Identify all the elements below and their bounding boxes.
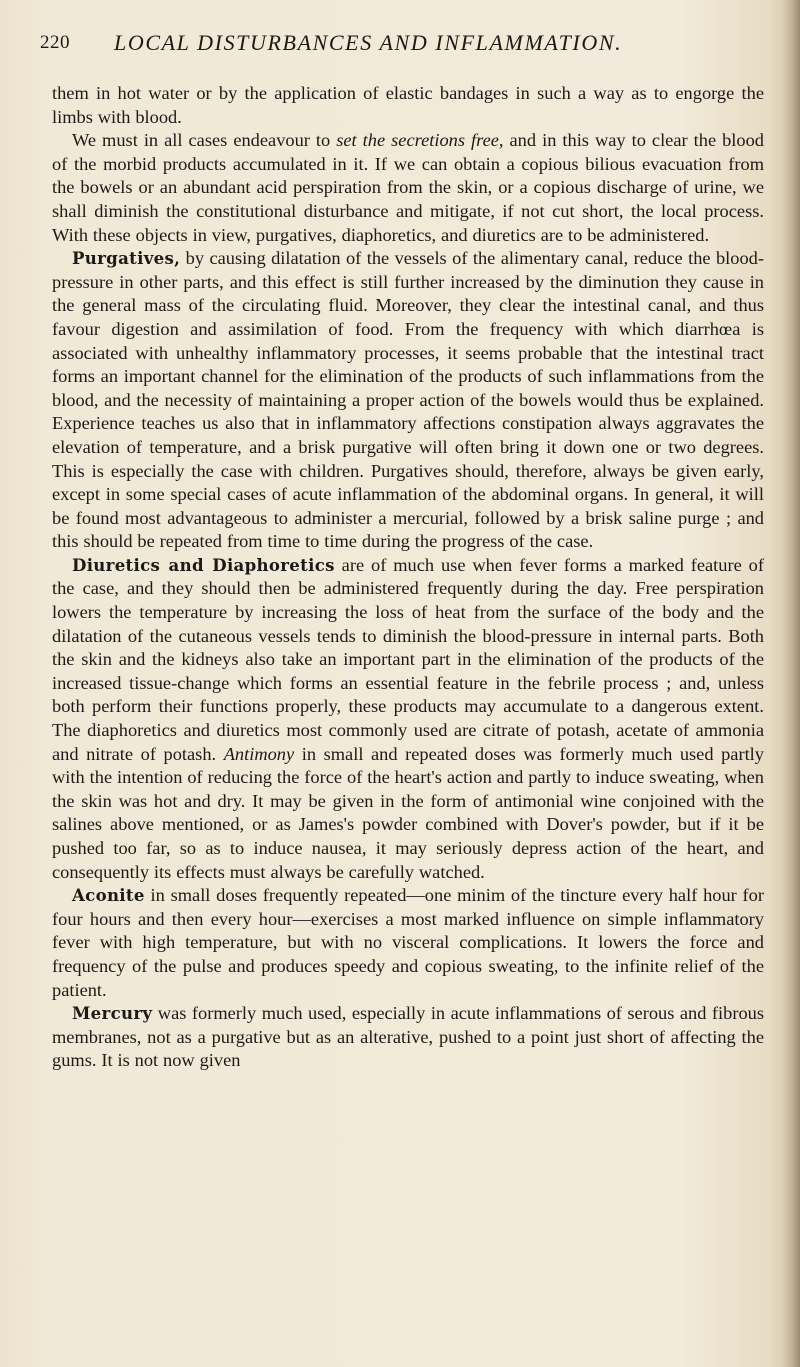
- paragraph: [52, 247, 764, 554]
- page-header: [40, 30, 760, 60]
- text-run: in small doses frequently repeated—one minim of the tincture every half hour for four hours and then every hour—exercises a most marked influence on simple inflammatory fever with high temperature, but with no visceral complications. It lowers the force and frequency of the pulse and produces speedy and copious sweating, to the infinite relief of the patient.: [52, 885, 764, 1000]
- text-run: by causing dilatation of the vessels of the alimentary canal, reduce the blood-pressure in other parts, and this effect is still further increased by the diminution they cause in the general mass of the circulating fluid. Moreover, they clear the intestinal canal, and thus favour digestion and assimilation of food. From the frequency with which diarrhœa is associated with unhealthy inflammatory processes, it seems probable that the intestinal tract forms an important channel for the elimination of the products of such inflammations from the blood, and the necessity of maintaining a proper action of the bowels would thus be explained. Experience teaches us also that in inflammatory affections constipation always aggravates the elevation of temperature, and a brisk purgative will often bring it down one or two degrees. This is especially the case with children. Purgatives should, therefore, always be given early, except in some special cases of acute inflammation of the abdominal organs. In general, it will be found most advantageous to administer a mercurial, followed by a brisk saline purge ; and this should be repeated from time to time during the progress of the case.: [52, 248, 764, 552]
- paragraph: [52, 554, 764, 884]
- text-run: was formerly much used, especially in acute inflammations of serous and fibrous membranes, not as a purgative but as an alterative, pushed to a point just short of affecting the gums. It is not now given: [52, 1003, 764, 1071]
- section-term: Aconite: [72, 885, 145, 906]
- section-term: Mercury: [72, 1003, 153, 1024]
- section-term: Diuretics and Diaphoretics: [72, 554, 335, 575]
- body-text: [52, 82, 764, 1073]
- paragraph: [52, 884, 764, 1002]
- running-head: LOCAL DISTURBANCES AND INFLAMMATION.: [114, 30, 623, 55]
- text-run: We must in all cases endeavour to: [72, 130, 337, 151]
- text-run: them in hot water or by the application of elastic bandages in such a way as to engorge the limbs with blood.: [52, 83, 764, 127]
- paragraph: [52, 129, 764, 247]
- italic-phrase: Antimony: [223, 743, 295, 764]
- page-edge-shadow: [782, 0, 800, 1367]
- section-term: Purgatives,: [72, 248, 181, 269]
- paragraph: [52, 82, 764, 129]
- italic-phrase: set the secretions free: [336, 130, 499, 151]
- text-run: are of much use when fever forms a marked feature of the case, and they should then be administered frequently during the day. Free perspiration lowers the temperature by increasing the loss of heat from the surface of the body and the dilatation of the cutaneous vessels tends to diminish the blood-pressure in internal parts. Both the skin and the kidneys also take an important part in the elimination of the products of the increased tissue-change which forms an essential feature in the febrile process ; and, unless both perform their functions properly, these products may accumulate to a dangerous extent. The diaphoretics and diuretics most commonly used are citrate of potash, acetate of ammonia and nitrate of potash.: [52, 554, 764, 764]
- paragraph: [52, 1002, 764, 1073]
- text-run: , and in this way to clear the blood of the morbid products accumulated in it. If we can obtain a copious bilious evacuation from the bowels or an abundant acid perspiration from the skin, or a copious discharge of urine, we shall diminish the constitutional disturbance and mitigate, if not cut short, the local process. With these objects in view, purgatives, diaphoretics, and diuretics are to be administered.: [52, 130, 764, 245]
- text-run: in small and repeated doses was formerly much used partly with the intention of reducing the force of the heart's action and partly to induce sweating, when the skin was hot and dry. It may be given in the form of antimonial wine conjoined with the salines above mentioned, or as James's powder combined with Dover's powder, but if it be pushed too far, so as to induce nausea, it may seriously depress action of the heart, and consequently its effects must always be carefully watched.: [52, 743, 764, 882]
- page-number: 220: [40, 32, 70, 53]
